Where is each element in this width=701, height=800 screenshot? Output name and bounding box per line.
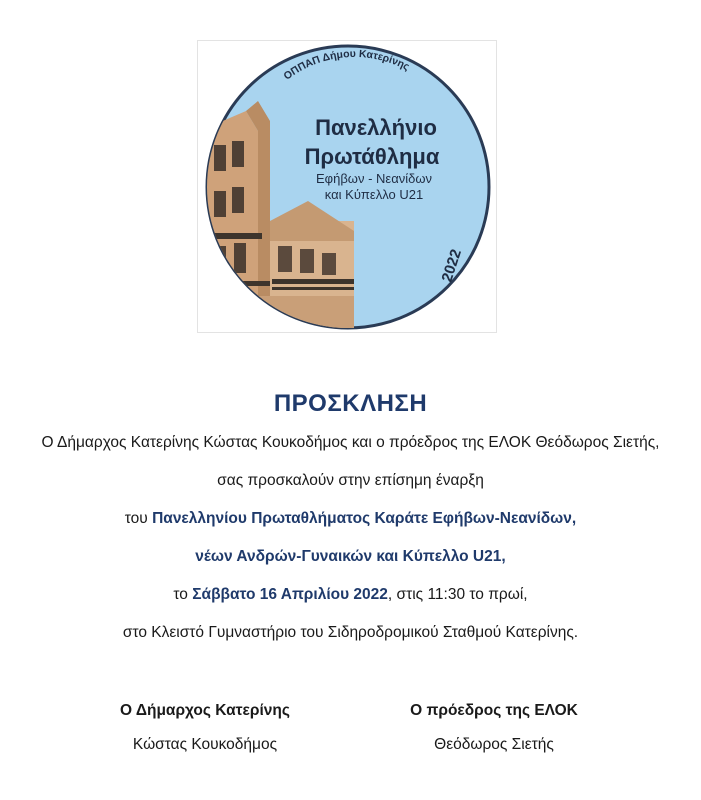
signature-left [65, 694, 345, 762]
event-logo-graphic [198, 41, 498, 334]
logo-subtitle-line1: Εφήβων - Νεανίδων [316, 171, 432, 186]
invitation-line-3-prefix: του [124, 510, 153, 527]
signature-right-role: Ο πρόεδρος της ΕΛΟΚ [410, 702, 578, 719]
event-date: Σάββατο 16 Απριλίου 2022 [192, 586, 388, 603]
invitation-title: ΠΡΟΣΚΛΗΣΗ [273, 390, 428, 417]
event-logo [197, 40, 497, 333]
signature-left-name: Κώστας Κουκοδήμος [132, 736, 278, 753]
invitation-line-1: Ο Δήμαρχος Κατερίνης Κώστας Κουκοδήμος και ο πρόεδρος της ΕΛΟΚ Θεόδωρος Σιετής, [41, 434, 660, 451]
championship-categories: νέων Ανδρών-Γυναικών και Κύπελλο U21, [195, 548, 506, 565]
signature-right [354, 694, 634, 762]
invitation-line-4 [0, 538, 701, 576]
event-time: , στις 11:30 το πρωί, [387, 586, 528, 603]
championship-name: Πανελληνίου Πρωταθλήματος Καράτε Εφήβων-Νεανίδων, [152, 510, 577, 527]
logo-arc-text: ΟΠΠΑΠ Δήμου Κατερίνης [281, 47, 412, 83]
logo-subtitle-line2: και Κύπελλο U21 [324, 187, 424, 202]
invitation-line-2: σας προσκαλούν στην επίσημη έναρξη [217, 472, 484, 489]
signature-right-name: Θεόδωρος Σιετής [434, 736, 554, 753]
logo-title-line1: Πανελλήνιο [315, 115, 437, 140]
invitation-line-3 [0, 500, 701, 538]
invitation-line-5-prefix: το [173, 586, 193, 603]
event-venue: στο Κλειστό Γυμναστήριο του Σιδηροδρομικού Σταθμού Κατερίνης. [122, 624, 579, 641]
logo-title-line2: Πρωτάθλημα [304, 144, 440, 169]
signature-left-role: Ο Δήμαρχος Κατερίνης [120, 702, 290, 719]
invitation-line-5 [0, 576, 701, 614]
logo-year: 2022 [438, 247, 465, 285]
invitation-body [0, 384, 701, 652]
